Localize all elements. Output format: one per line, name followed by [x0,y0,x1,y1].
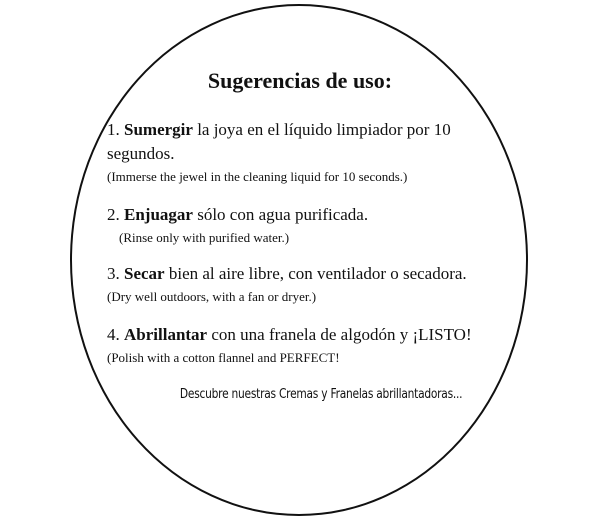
step-2-spanish [107,203,547,227]
step-2-text: sólo con agua purificada. [197,205,369,224]
step-1-number: 1. [107,120,120,139]
step-1-verb: Sumergir [124,120,193,139]
step-1 [107,118,507,186]
step-3-spanish [107,262,547,286]
step-2-number: 2. [107,205,120,224]
step-3-verb: Secar [124,264,165,283]
step-2-english: (Rinse only with purified water.) [119,230,290,245]
footer-promo-text: Descubre nuestras Cremas y Franelas abrillantadoras... [179,387,463,402]
step-4-spanish [107,323,547,347]
step-3 [107,262,547,306]
step-2 [107,203,547,247]
step-4-text: con una franela de algodón y ¡LISTO! [211,325,472,344]
page-title: Sugerencias de uso: [207,68,393,93]
step-1-text: la joya en el líquido limpiador por 10 segundos. [107,120,451,163]
step-3-text: bien al aire libre, con ventilador o secadora. [168,264,467,283]
step-4-english: (Polish with a cotton flannel and PERFECT! [107,350,340,365]
step-4 [107,323,547,367]
step-3-number: 3. [107,264,120,283]
step-4-number: 4. [107,325,120,344]
step-1-english: (Immerse the jewel in the cleaning liquid for 10 seconds.) [107,169,408,184]
step-3-english: (Dry well outdoors, with a fan or dryer.) [107,289,317,304]
step-4-verb: Abrillantar [124,325,208,344]
step-2-verb: Enjuagar [124,205,193,224]
step-1-spanish [107,118,507,166]
